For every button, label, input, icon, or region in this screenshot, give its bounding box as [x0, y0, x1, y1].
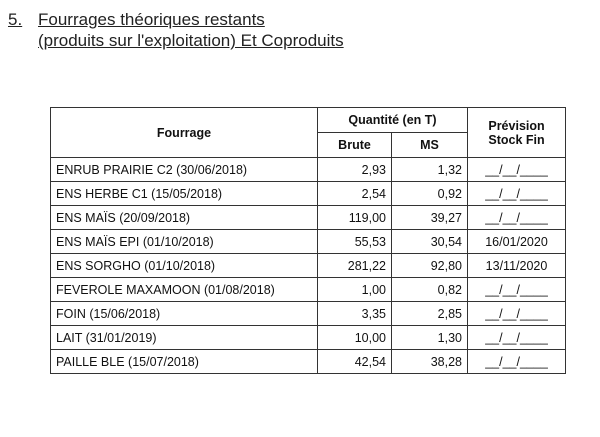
cell-fourrage: LAIT (31/01/2019)	[51, 326, 318, 350]
cell-prevision: __/__/____	[468, 326, 566, 350]
header-prevision-line1: Prévision	[488, 118, 545, 133]
table-row	[51, 302, 566, 326]
cell-ms: 92,80	[392, 254, 468, 278]
cell-prevision: __/__/____	[468, 278, 566, 302]
cell-ms: 0,82	[392, 278, 468, 302]
cell-brute: 55,53	[318, 230, 392, 254]
cell-prevision: __/__/____	[468, 182, 566, 206]
heading-line-1	[8, 9, 344, 30]
cell-prevision: __/__/____	[468, 350, 566, 374]
cell-brute: 10,00	[318, 326, 392, 350]
table-row	[51, 278, 566, 302]
header-ms: MS	[392, 133, 468, 158]
cell-fourrage: ENS HERBE C1 (15/05/2018)	[51, 182, 318, 206]
cell-fourrage: ENRUB PRAIRIE C2 (30/06/2018)	[51, 158, 318, 182]
cell-fourrage: FOIN (15/06/2018)	[51, 302, 318, 326]
header-prevision-line2: Stock Fin	[488, 132, 545, 147]
cell-prevision: __/__/____	[468, 206, 566, 230]
header-quantite: Quantité (en T)	[318, 108, 468, 133]
cell-fourrage: ENS MAÏS EPI (01/10/2018)	[51, 230, 318, 254]
cell-ms: 30,54	[392, 230, 468, 254]
table-row	[51, 206, 566, 230]
cell-fourrage: ENS SORGHO (01/10/2018)	[51, 254, 318, 278]
cell-prevision: 16/01/2020	[468, 230, 566, 254]
cell-prevision: __/__/____	[468, 158, 566, 182]
section-heading	[8, 9, 344, 51]
cell-ms: 0,92	[392, 182, 468, 206]
cell-brute: 119,00	[318, 206, 392, 230]
table-row	[51, 326, 566, 350]
section-title-line-2: (produits sur l'exploitation) Et Coproduits	[38, 31, 344, 50]
header-row-1	[51, 108, 566, 133]
cell-brute: 2,54	[318, 182, 392, 206]
section-number: 5.	[8, 10, 23, 29]
cell-fourrage: ENS MAÏS (20/09/2018)	[51, 206, 318, 230]
cell-ms: 38,28	[392, 350, 468, 374]
heading-line-2	[8, 30, 344, 51]
header-prevision	[468, 108, 566, 158]
cell-brute: 2,93	[318, 158, 392, 182]
cell-prevision: 13/11/2020	[468, 254, 566, 278]
section-title-line-1: Fourrages théoriques restants	[38, 10, 265, 29]
table-row	[51, 158, 566, 182]
table-row	[51, 254, 566, 278]
cell-ms: 39,27	[392, 206, 468, 230]
fourrage-table	[50, 107, 566, 374]
cell-brute: 1,00	[318, 278, 392, 302]
cell-ms: 1,30	[392, 326, 468, 350]
cell-brute: 281,22	[318, 254, 392, 278]
header-fourrage: Fourrage	[51, 108, 318, 158]
cell-fourrage: PAILLE BLE (15/07/2018)	[51, 350, 318, 374]
table-row	[51, 350, 566, 374]
cell-brute: 3,35	[318, 302, 392, 326]
cell-ms: 2,85	[392, 302, 468, 326]
table-row	[51, 230, 566, 254]
cell-prevision: __/__/____	[468, 302, 566, 326]
table-row	[51, 182, 566, 206]
header-brute: Brute	[318, 133, 392, 158]
cell-brute: 42,54	[318, 350, 392, 374]
cell-fourrage: FEVEROLE MAXAMOON (01/08/2018)	[51, 278, 318, 302]
cell-ms: 1,32	[392, 158, 468, 182]
